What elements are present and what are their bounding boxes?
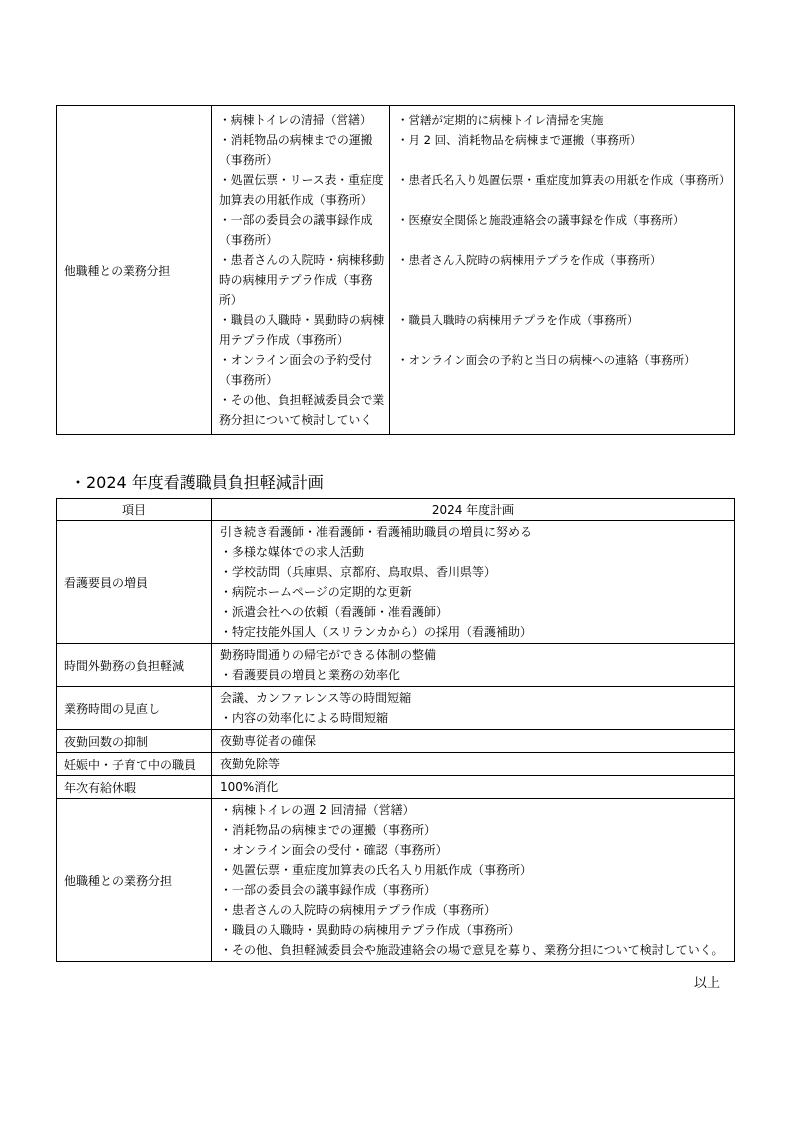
text-line: ・消耗物品の病棟までの運搬（事務所） [220, 823, 437, 837]
text-line: ・病棟トイレの清掃（営繕） [219, 113, 372, 127]
text-line: ・医療安全関係と施設連絡会の議事録を作成（事務所） [397, 213, 685, 227]
table2-header-plan: 2024 年度計画 [431, 503, 515, 517]
text-line: ・オンライン面会の予約と当日の病棟への連絡（事務所） [397, 353, 696, 367]
text-line [397, 270, 731, 290]
table-row-overtime [57, 643, 734, 686]
text-line [397, 390, 731, 410]
table1-label-cell [57, 106, 212, 434]
text-line: 用テプラ作成（事務所） [219, 333, 349, 347]
text-line: ・患者氏名入り処置伝票・重症度加算表の用紙を作成（事務所） [397, 173, 731, 187]
row-label-text: 時間外勤務の負担軽減 [64, 658, 185, 673]
text-line: ・職員入職時の病棟用テプラを作成（事務所） [397, 313, 639, 327]
row-label [57, 521, 212, 643]
text-line: ・営繕が定期的に病棟トイレ清掃を実施 [397, 113, 604, 127]
row-label-text: 妊娠中・子育て中の職員 [64, 757, 197, 772]
table-row-task-sharing [57, 798, 734, 961]
row-content [212, 644, 734, 686]
closing-text: 以上 [693, 976, 720, 991]
text-line: ・病院ホームページの定期的な更新 [220, 585, 412, 599]
table-row-staff-increase [57, 520, 734, 643]
text-line: ・オンライン面会の受付・確認（事務所） [220, 843, 448, 857]
table-row-work-hours [57, 686, 734, 729]
table1-measures-cell [212, 106, 390, 434]
text-line [397, 230, 731, 250]
table2-header-item: 項目 [57, 499, 212, 520]
table-row-night-shift [57, 729, 734, 752]
row-label-text: 年次有給休暇 [64, 780, 137, 795]
row-content [212, 799, 734, 961]
text-line: （事務所） [219, 153, 278, 167]
text-line: ・処置伝票・リース表・重症度 [219, 173, 384, 187]
text-line: 夜勤専従者の確保 [220, 734, 317, 748]
text-line: 時の病棟用テプラ作成（事務 [219, 273, 373, 287]
table-row-paid-leave [57, 775, 734, 798]
text-line: ・患者さんの入院時・病棟移動 [219, 253, 385, 267]
text-line: ・特定技能外国人（スリランカから）の採用（看護補助） [220, 625, 533, 639]
row-label [57, 753, 212, 775]
table1-row-label: 他職種との業務分担 [64, 263, 171, 278]
text-line: ・消耗物品の病棟までの運搬 [219, 133, 373, 147]
text-line: ・多様な媒体での求人活動 [220, 545, 365, 559]
row-label [57, 799, 212, 961]
row-label [57, 776, 212, 798]
text-line: ・処置伝票・重症度加算表の氏名入り用紙作成（事務所） [220, 863, 533, 877]
section-title: ・2024 年度看護職員負担軽減計画 [70, 473, 324, 492]
table-row-pregnancy-childcare [57, 752, 734, 775]
text-line [397, 330, 731, 350]
row-label-text: 業務時間の見直し [64, 701, 161, 716]
text-line [397, 150, 731, 170]
text-line: ・学校訪問（兵庫県、京都府、鳥取県、香川県等） [220, 565, 497, 579]
text-line: 引き続き看護師・准看護師・看護補助職員の増員に努める [220, 525, 533, 539]
plan-2024-table [56, 498, 735, 962]
text-line: ・病棟トイレの週 2 回清掃（営繕） [220, 803, 415, 817]
text-line: 務分担について検討していく [219, 413, 373, 427]
text-line [397, 410, 731, 430]
text-line: 所） [219, 293, 243, 307]
text-line: ・派遣会社への依頼（看護師・准看護師） [220, 605, 449, 619]
row-label-text: 他職種との業務分担 [64, 873, 173, 888]
text-line: ・看護要員の増員と業務の効率化 [220, 668, 401, 682]
text-line: 会議、カンファレンス等の時間短縮 [220, 691, 412, 705]
text-line: （事務所） [219, 373, 278, 387]
text-line: ・オンライン面会の予約受付 [219, 353, 373, 367]
text-line: 100%消化 [220, 780, 279, 794]
text-line [397, 290, 731, 310]
text-line: ・内容の効率化による時間短縮 [220, 711, 389, 725]
table2-header-row [57, 499, 734, 520]
text-line: ・職員の入職時・異動時の病棟 [219, 313, 385, 327]
row-content [212, 687, 734, 729]
text-line: 勤務時間通りの帰宅ができる体制の整備 [220, 648, 437, 662]
text-line [397, 190, 731, 210]
row-content [212, 521, 734, 643]
text-line: ・一部の委員会の議事録作成 [219, 213, 373, 227]
text-line: ・その他、負担軽減委員会や施設連絡会の場で意見を募り、業務分担について検討していく。 [220, 943, 724, 957]
row-label-text: 夜勤回数の抑制 [64, 734, 149, 749]
row-content [212, 730, 734, 752]
workload-sharing-table [56, 105, 735, 435]
text-line: ・患者さん入院時の病棟用テプラを作成（事務所） [397, 253, 662, 267]
table1-results-cell [390, 106, 734, 434]
row-label [57, 730, 212, 752]
row-label [57, 644, 212, 686]
text-line: ・職員の入職時・異動時の病棟用テプラ作成（事務所） [220, 923, 521, 937]
text-line: ・患者さんの入院時の病棟用テプラ作成（事務所） [220, 903, 497, 917]
text-line: ・一部の委員会の議事録作成（事務所） [220, 883, 437, 897]
row-content [212, 753, 734, 775]
row-label [57, 687, 212, 729]
row-content [212, 776, 734, 798]
text-line [397, 370, 731, 390]
text-line: 加算表の用紙作成（事務所） [219, 193, 373, 207]
row-label-text: 看護要員の増員 [64, 575, 149, 590]
text-line: （事務所） [219, 233, 278, 247]
text-line: ・その他、負担軽減委員会で業 [219, 393, 385, 407]
text-line: ・月 2 回、消耗物品を病棟まで運搬（事務所） [397, 133, 642, 147]
text-line: 夜勤免除等 [220, 757, 281, 771]
